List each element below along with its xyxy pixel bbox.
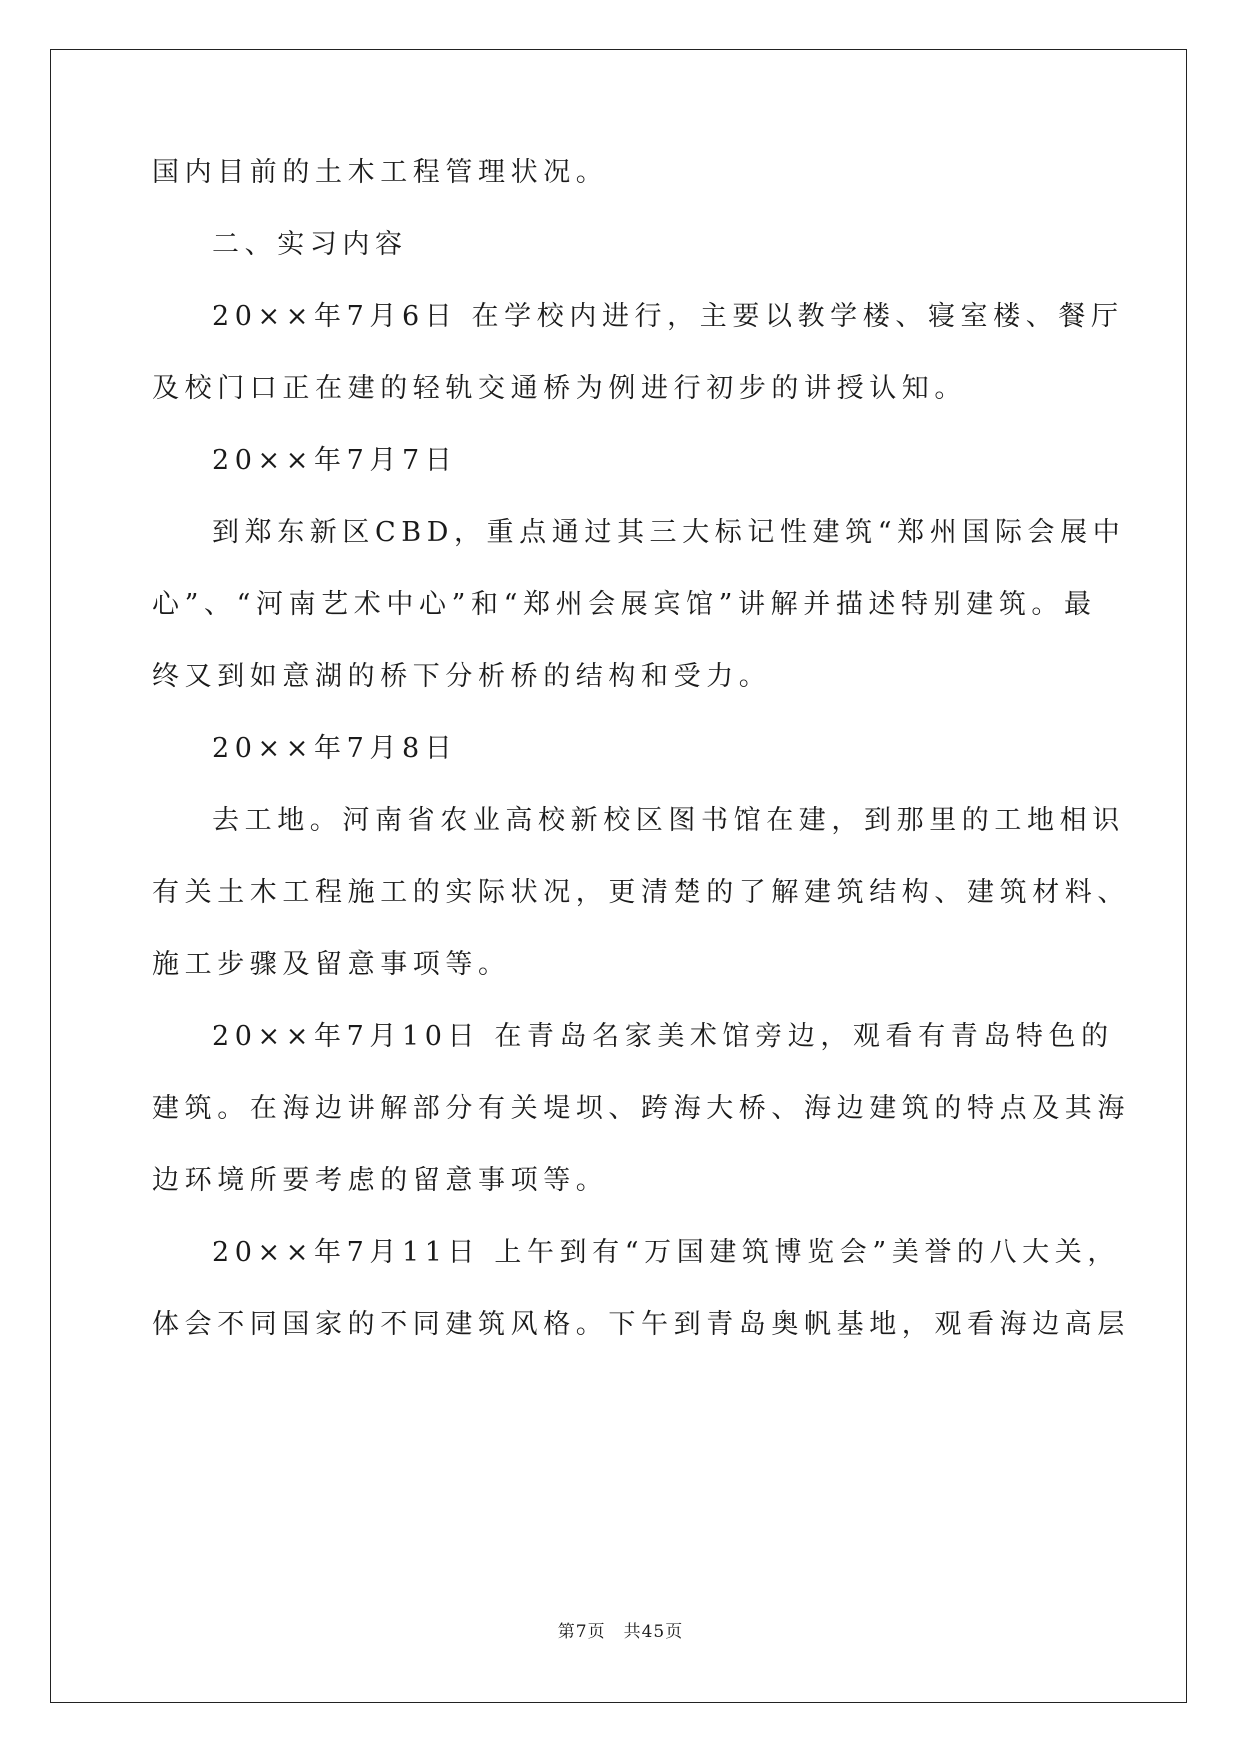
date-heading: 20××年7月7日 (212, 445, 458, 476)
date-heading: 20××年7月8日 (212, 733, 458, 764)
text-line: 到郑东新区CBD，重点通过其三大标记性建筑“郑州国际会展中 (212, 517, 1126, 548)
text-line: 建筑。在海边讲解部分有关堤坝、跨海大桥、海边建筑的特点及其海 (152, 1093, 1130, 1124)
text-line: 20××年7月11日 上午到有“万国建筑博览会”美誉的八大关， (212, 1237, 1120, 1268)
page-number-footer: 第7页 共45页 (557, 1622, 684, 1642)
section-heading: 二、实习内容 (212, 229, 408, 260)
text-line: 终又到如意湖的桥下分析桥的结构和受力。 (152, 661, 772, 692)
text-line: 20××年7月10日 在青岛名家美术馆旁边，观看有青岛特色的 (212, 1021, 1114, 1052)
page-border (50, 49, 1187, 1703)
text-line: 边环境所要考虑的留意事项等。 (152, 1165, 609, 1196)
text-line: 心”、“河南艺术中心”和“郑州会展宾馆”讲解并描述特别建筑。最 (152, 589, 1097, 620)
text-line: 体会不同国家的不同建筑风格。下午到青岛奥帆基地，观看海边高层 (152, 1309, 1130, 1340)
text-line: 国内目前的土木工程管理状况。 (152, 157, 609, 188)
text-line: 去工地。河南省农业高校新校区图书馆在建，到那里的工地相识 (212, 805, 1125, 836)
text-line: 施工步骤及留意事项等。 (152, 949, 511, 980)
text-line: 及校门口正在建的轻轨交通桥为例进行初步的讲授认知。 (152, 373, 967, 404)
text-line: 有关土木工程施工的实际状况，更清楚的了解建筑结构、建筑材料、 (152, 877, 1130, 908)
text-line: 20××年7月6日 在学校内进行，主要以教学楼、寝室楼、餐厅 (212, 301, 1124, 332)
